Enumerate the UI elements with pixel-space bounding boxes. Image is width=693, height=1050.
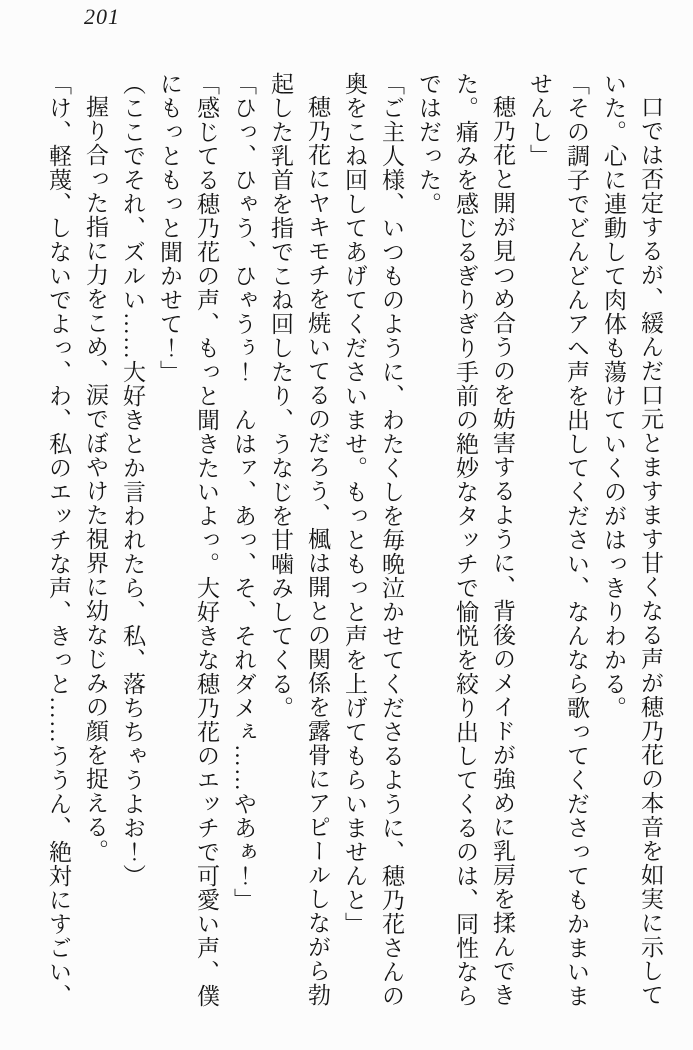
paragraph: 「け、軽蔑、しないでよっ、わ、私のエッチな声、きっと……ううん、絶対にすごい、 xyxy=(46,72,71,1008)
paragraph: 「感じてる穂乃花の声、もっと聞きたいよっ。大好きな穂乃花のエッチで可愛い声、僕にもっともっと聞かせて！」 xyxy=(157,72,219,1008)
page-number: 201 xyxy=(84,4,120,29)
paragraph: 「その調子でどんどんアヘ声を出してください、なんなら歌ってくださってもかまいませんし」 xyxy=(527,72,589,1008)
paragraph: 「ひっ、ひゃう、ひゃうぅ！ んはァ、あっ、そ、それダメぇ……やあぁ！」 xyxy=(231,72,256,912)
paragraph: 「ご主人様、いつものように、わたくしを毎晩泣かせてくださるように、穂乃花さんの奥をこね回してあげてくださいませ。もっともっと声を上げてもらいませんと」 xyxy=(342,72,404,1008)
text-block xyxy=(40,72,669,1022)
paragraph: 穂乃花にヤキモチを焼いてるのだろう、楓は開との関係を露骨にアピールしながら勃起した乳首を指でこね回したり、うなじを甘噛みしてくる。 xyxy=(268,72,330,1007)
paragraph: 握り合った指に力をこめ、涙でぼやけた視界に幼なじみの顔を捉える。 xyxy=(83,95,108,863)
paragraph: 口では否定するが、緩んだ口元とますます甘くなる声が穂乃花の本音を如実に示していた。心に連動して肉体も蕩けていくのがはっきりわかる。 xyxy=(601,72,663,1007)
paragraph: 穂乃花と開が見つめ合うのを妨害するように、背後のメイドが強めに乳房を揉んできた。痛みを感じるぎりぎり手前の絶妙なタッチで愉悦を絞り出してくるのは、同性ならではだった。 xyxy=(416,72,515,1008)
paragraph: （ここでそれ、ズルい……大好きとか言われたら、私、落ちちゃうよお！） xyxy=(120,72,145,888)
